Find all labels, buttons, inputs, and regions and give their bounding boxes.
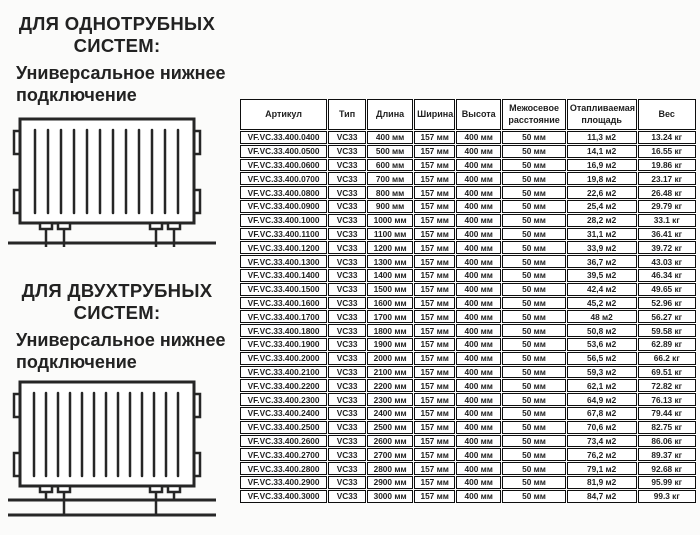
table-cell: 400 мм bbox=[456, 421, 501, 434]
table-cell: VC33 bbox=[328, 145, 366, 158]
table-cell: 2800 мм bbox=[367, 462, 413, 475]
table-cell: 157 мм bbox=[414, 228, 455, 241]
table-row bbox=[240, 297, 696, 310]
table-cell: VC33 bbox=[328, 269, 366, 282]
table-cell: 19.86 кг bbox=[638, 159, 696, 172]
table-cell: 50 мм bbox=[502, 462, 566, 475]
table-cell: 43.03 кг bbox=[638, 255, 696, 268]
table-cell: 52.96 кг bbox=[638, 297, 696, 310]
table-cell: 400 мм bbox=[456, 172, 501, 185]
table-cell: 400 мм bbox=[456, 297, 501, 310]
table-cell: 1000 мм bbox=[367, 214, 413, 227]
table-cell: 400 мм bbox=[456, 145, 501, 158]
column-header-center-distance: Межосевое расстояние bbox=[502, 99, 566, 130]
table-cell: 11,3 м2 bbox=[567, 131, 637, 144]
table-cell: VC33 bbox=[328, 407, 366, 420]
table-row bbox=[240, 476, 696, 489]
table-cell: 400 мм bbox=[456, 241, 501, 254]
table-cell: VF.VC.33.400.2000 bbox=[240, 352, 327, 365]
table-cell: 1500 мм bbox=[367, 283, 413, 296]
table-cell: 50 мм bbox=[502, 352, 566, 365]
column-header-heated-area: Отапливаемая площадь bbox=[567, 99, 637, 130]
table-cell: 62.89 кг bbox=[638, 338, 696, 351]
table-cell: 59,3 м2 bbox=[567, 366, 637, 379]
table-cell: 400 мм bbox=[456, 269, 501, 282]
table-cell: VF.VC.33.400.2600 bbox=[240, 435, 327, 448]
table-cell: VF.VC.33.400.0400 bbox=[240, 131, 327, 144]
left-column bbox=[0, 0, 236, 535]
table-cell: 42,4 м2 bbox=[567, 283, 637, 296]
two-pipe-systems-heading: ДЛЯ ДВУХТРУБНЫХ СИСТЕМ: bbox=[21, 280, 213, 323]
table-cell: 157 мм bbox=[414, 269, 455, 282]
table-row bbox=[240, 241, 696, 254]
table-cell: 400 мм bbox=[456, 159, 501, 172]
table-cell: 50 мм bbox=[502, 310, 566, 323]
table-cell: 600 мм bbox=[367, 159, 413, 172]
table-cell: VF.VC.33.400.2100 bbox=[240, 366, 327, 379]
table-cell: 50 мм bbox=[502, 407, 566, 420]
table-cell: 157 мм bbox=[414, 159, 455, 172]
table-row bbox=[240, 255, 696, 268]
table-row bbox=[240, 421, 696, 434]
table-cell: 157 мм bbox=[414, 255, 455, 268]
table-cell: 157 мм bbox=[414, 407, 455, 420]
table-cell: 26.48 кг bbox=[638, 186, 696, 199]
table-cell: 59.58 кг bbox=[638, 324, 696, 337]
table-cell: 23.17 кг bbox=[638, 172, 696, 185]
table-cell: VC33 bbox=[328, 490, 366, 503]
table-cell: 400 мм bbox=[456, 228, 501, 241]
table-cell: 50 мм bbox=[502, 172, 566, 185]
table-cell: 79,1 м2 bbox=[567, 462, 637, 475]
table-cell: 33.1 кг bbox=[638, 214, 696, 227]
table-cell: VF.VC.33.400.0700 bbox=[240, 172, 327, 185]
table-cell: 53,6 м2 bbox=[567, 338, 637, 351]
table-cell: VC33 bbox=[328, 462, 366, 475]
table-cell: 79.44 кг bbox=[638, 407, 696, 420]
table-cell: 1200 мм bbox=[367, 241, 413, 254]
table-cell: 46.34 кг bbox=[638, 269, 696, 282]
table-cell: 50 мм bbox=[502, 324, 566, 337]
table-cell: VF.VC.33.400.0900 bbox=[240, 200, 327, 213]
table-cell: 82.75 кг bbox=[638, 421, 696, 434]
table-cell: 50 мм bbox=[502, 297, 566, 310]
table-cell: 2400 мм bbox=[367, 407, 413, 420]
table-cell: 62,1 м2 bbox=[567, 379, 637, 392]
table-cell: 50 мм bbox=[502, 435, 566, 448]
table-cell: VC33 bbox=[328, 435, 366, 448]
column-header-article: Артикул bbox=[240, 99, 327, 130]
table-cell: 86.06 кг bbox=[638, 435, 696, 448]
table-cell: VC33 bbox=[328, 186, 366, 199]
table-cell: VC33 bbox=[328, 379, 366, 392]
table-cell: VF.VC.33.400.0800 bbox=[240, 186, 327, 199]
table-cell: VF.VC.33.400.2700 bbox=[240, 448, 327, 461]
column-header-length: Длина bbox=[367, 99, 413, 130]
table-cell: 50 мм bbox=[502, 283, 566, 296]
table-cell: 81,9 м2 bbox=[567, 476, 637, 489]
table-cell: 50 мм bbox=[502, 159, 566, 172]
table-cell: 50 мм bbox=[502, 228, 566, 241]
table-cell: VF.VC.33.400.1700 bbox=[240, 310, 327, 323]
table-row bbox=[240, 462, 696, 475]
table-cell: 36,7 м2 bbox=[567, 255, 637, 268]
table-row bbox=[240, 448, 696, 461]
table-cell: VC33 bbox=[328, 338, 366, 351]
table-cell: 50 мм bbox=[502, 131, 566, 144]
table-cell: 157 мм bbox=[414, 379, 455, 392]
table-cell: 50 мм bbox=[502, 186, 566, 199]
table-cell: VC33 bbox=[328, 421, 366, 434]
two-pipe-subtitle: Универсальное нижнее подключение bbox=[16, 330, 226, 372]
table-row bbox=[240, 366, 696, 379]
table-cell: 50 мм bbox=[502, 200, 566, 213]
table-cell: 70,6 м2 bbox=[567, 421, 637, 434]
table-cell: 2500 мм bbox=[367, 421, 413, 434]
table-cell: 157 мм bbox=[414, 310, 455, 323]
table-cell: VF.VC.33.400.1500 bbox=[240, 283, 327, 296]
table-cell: 1900 мм bbox=[367, 338, 413, 351]
table-cell: 64,9 м2 bbox=[567, 393, 637, 406]
table-cell: 157 мм bbox=[414, 435, 455, 448]
table-cell: 2700 мм bbox=[367, 448, 413, 461]
table-cell: 50 мм bbox=[502, 269, 566, 282]
table-cell: 157 мм bbox=[414, 145, 455, 158]
table-cell: VC33 bbox=[328, 241, 366, 254]
table-cell: 56.27 кг bbox=[638, 310, 696, 323]
table-cell: 157 мм bbox=[414, 214, 455, 227]
table-cell: 2000 мм bbox=[367, 352, 413, 365]
table-cell: 400 мм bbox=[456, 366, 501, 379]
table-cell: VC33 bbox=[328, 159, 366, 172]
table-row bbox=[240, 131, 696, 144]
table-cell: VF.VC.33.400.1200 bbox=[240, 241, 327, 254]
table-row bbox=[240, 283, 696, 296]
table-cell: 157 мм bbox=[414, 172, 455, 185]
table-cell: 16.55 кг bbox=[638, 145, 696, 158]
table-cell: VF.VC.33.400.1900 bbox=[240, 338, 327, 351]
table-row bbox=[240, 435, 696, 448]
table-cell: VC33 bbox=[328, 214, 366, 227]
table-cell: 49.65 кг bbox=[638, 283, 696, 296]
table-cell: VF.VC.33.400.0600 bbox=[240, 159, 327, 172]
table-cell: 157 мм bbox=[414, 448, 455, 461]
table-cell: 50 мм bbox=[502, 490, 566, 503]
table-cell: 73,4 м2 bbox=[567, 435, 637, 448]
table-cell: 45,2 м2 bbox=[567, 297, 637, 310]
table-cell: 500 мм bbox=[367, 145, 413, 158]
radiator-diagram-single-pipe-icon bbox=[8, 113, 220, 253]
table-cell: 76.13 кг bbox=[638, 393, 696, 406]
table-row bbox=[240, 310, 696, 323]
table-row bbox=[240, 186, 696, 199]
table-row bbox=[240, 338, 696, 351]
table-cell: VC33 bbox=[328, 283, 366, 296]
table-cell: VC33 bbox=[328, 172, 366, 185]
table-cell: 29.79 кг bbox=[638, 200, 696, 213]
table-row bbox=[240, 200, 696, 213]
table-cell: 400 мм bbox=[456, 186, 501, 199]
table-cell: VC33 bbox=[328, 366, 366, 379]
table-cell: VF.VC.33.400.3000 bbox=[240, 490, 327, 503]
table-cell: 400 мм bbox=[456, 352, 501, 365]
table-cell: 157 мм bbox=[414, 490, 455, 503]
table-row bbox=[240, 490, 696, 503]
table-cell: VF.VC.33.400.2800 bbox=[240, 462, 327, 475]
table-cell: VF.VC.33.400.2900 bbox=[240, 476, 327, 489]
table-cell: 36.41 кг bbox=[638, 228, 696, 241]
table-cell: 56,5 м2 bbox=[567, 352, 637, 365]
table-row bbox=[240, 393, 696, 406]
table-cell: 157 мм bbox=[414, 352, 455, 365]
table-cell: 400 мм bbox=[456, 214, 501, 227]
table-cell: VF.VC.33.400.1000 bbox=[240, 214, 327, 227]
table-row bbox=[240, 228, 696, 241]
table-row bbox=[240, 407, 696, 420]
table-cell: 157 мм bbox=[414, 241, 455, 254]
table-cell: 400 мм bbox=[456, 379, 501, 392]
table-cell: VF.VC.33.400.1300 bbox=[240, 255, 327, 268]
table-row bbox=[240, 324, 696, 337]
table-cell: 400 мм bbox=[456, 490, 501, 503]
table-row bbox=[240, 352, 696, 365]
table-cell: VC33 bbox=[328, 228, 366, 241]
table-cell: VC33 bbox=[328, 297, 366, 310]
table-cell: 1400 мм bbox=[367, 269, 413, 282]
table-cell: 50 мм bbox=[502, 241, 566, 254]
table-cell: 157 мм bbox=[414, 476, 455, 489]
table-row bbox=[240, 159, 696, 172]
table-header-row bbox=[240, 99, 696, 130]
table-cell: 50,8 м2 bbox=[567, 324, 637, 337]
table-cell: 92.68 кг bbox=[638, 462, 696, 475]
table-cell: VC33 bbox=[328, 448, 366, 461]
table-cell: 72.82 кг bbox=[638, 379, 696, 392]
table-cell: VC33 bbox=[328, 200, 366, 213]
table-cell: VF.VC.33.400.2200 bbox=[240, 379, 327, 392]
table-cell: 157 мм bbox=[414, 366, 455, 379]
table-cell: 2200 мм bbox=[367, 379, 413, 392]
radiator-diagram-two-pipe-icon bbox=[8, 378, 220, 530]
table-cell: 50 мм bbox=[502, 366, 566, 379]
table-cell: 2100 мм bbox=[367, 366, 413, 379]
column-header-type: Тип bbox=[328, 99, 366, 130]
table-cell: 1300 мм bbox=[367, 255, 413, 268]
table-cell: 157 мм bbox=[414, 338, 455, 351]
table-cell: 50 мм bbox=[502, 448, 566, 461]
single-pipe-subtitle: Универсальное нижнее подключение bbox=[16, 63, 226, 105]
table-cell: 2600 мм bbox=[367, 435, 413, 448]
table-cell: 31,1 м2 bbox=[567, 228, 637, 241]
radiator-spec-table bbox=[239, 98, 697, 504]
table-cell: 900 мм bbox=[367, 200, 413, 213]
table-row bbox=[240, 269, 696, 282]
table-cell: 157 мм bbox=[414, 297, 455, 310]
table-cell: 14,1 м2 bbox=[567, 145, 637, 158]
table-cell: 400 мм bbox=[367, 131, 413, 144]
table-cell: 16,9 м2 bbox=[567, 159, 637, 172]
table-cell: 50 мм bbox=[502, 421, 566, 434]
single-pipe-systems-heading: ДЛЯ ОДНОТРУБНЫХ СИСТЕМ: bbox=[18, 13, 216, 56]
table-cell: 400 мм bbox=[456, 448, 501, 461]
table-cell: 400 мм bbox=[456, 324, 501, 337]
table-row bbox=[240, 214, 696, 227]
table-cell: 157 мм bbox=[414, 462, 455, 475]
table-cell: 22,6 м2 bbox=[567, 186, 637, 199]
table-cell: VF.VC.33.400.1400 bbox=[240, 269, 327, 282]
column-header-width: Ширина bbox=[414, 99, 455, 130]
table-cell: 400 мм bbox=[456, 476, 501, 489]
table-cell: VF.VC.33.400.1600 bbox=[240, 297, 327, 310]
table-cell: 33,9 м2 bbox=[567, 241, 637, 254]
table-cell: 700 мм bbox=[367, 172, 413, 185]
table-cell: VC33 bbox=[328, 393, 366, 406]
table-cell: VC33 bbox=[328, 476, 366, 489]
table-cell: 157 мм bbox=[414, 131, 455, 144]
table-cell: 50 мм bbox=[502, 255, 566, 268]
table-cell: 400 мм bbox=[456, 283, 501, 296]
table-cell: 157 мм bbox=[414, 283, 455, 296]
table-cell: VF.VC.33.400.1800 bbox=[240, 324, 327, 337]
table-cell: 1800 мм bbox=[367, 324, 413, 337]
table-cell: 50 мм bbox=[502, 476, 566, 489]
table-cell: 50 мм bbox=[502, 145, 566, 158]
table-cell: VC33 bbox=[328, 310, 366, 323]
column-header-weight: Вес bbox=[638, 99, 696, 130]
table-cell: 400 мм bbox=[456, 255, 501, 268]
table-cell: 25,4 м2 bbox=[567, 200, 637, 213]
table-cell: 400 мм bbox=[456, 310, 501, 323]
table-cell: 50 мм bbox=[502, 393, 566, 406]
table-cell: 400 мм bbox=[456, 435, 501, 448]
table-cell: 400 мм bbox=[456, 393, 501, 406]
table-cell: VF.VC.33.400.0500 bbox=[240, 145, 327, 158]
table-row bbox=[240, 145, 696, 158]
table-cell: 157 мм bbox=[414, 421, 455, 434]
table-cell: 28,2 м2 bbox=[567, 214, 637, 227]
table-cell: 89.37 кг bbox=[638, 448, 696, 461]
table-cell: VF.VC.33.400.2500 bbox=[240, 421, 327, 434]
table-cell: 76,2 м2 bbox=[567, 448, 637, 461]
table-cell: 2300 мм bbox=[367, 393, 413, 406]
table-cell: 84,7 м2 bbox=[567, 490, 637, 503]
table-cell: 1700 мм bbox=[367, 310, 413, 323]
table-cell: 69.51 кг bbox=[638, 366, 696, 379]
table-cell: VF.VC.33.400.2400 bbox=[240, 407, 327, 420]
table-cell: 2900 мм bbox=[367, 476, 413, 489]
table-cell: 19,8 м2 bbox=[567, 172, 637, 185]
table-cell: 157 мм bbox=[414, 200, 455, 213]
table-cell: VF.VC.33.400.2300 bbox=[240, 393, 327, 406]
table-cell: 66.2 кг bbox=[638, 352, 696, 365]
table-cell: VC33 bbox=[328, 131, 366, 144]
table-cell: 400 мм bbox=[456, 338, 501, 351]
table-row bbox=[240, 172, 696, 185]
table-cell: 50 мм bbox=[502, 338, 566, 351]
table-cell: 67,8 м2 bbox=[567, 407, 637, 420]
table-cell: 400 мм bbox=[456, 131, 501, 144]
column-header-height: Высота bbox=[456, 99, 501, 130]
table-cell: 95.99 кг bbox=[638, 476, 696, 489]
table-cell: 13.24 кг bbox=[638, 131, 696, 144]
table-cell: 800 мм bbox=[367, 186, 413, 199]
table-cell: 39,5 м2 bbox=[567, 269, 637, 282]
table-cell: 1100 мм bbox=[367, 228, 413, 241]
table-cell: 99.3 кг bbox=[638, 490, 696, 503]
table-cell: 50 мм bbox=[502, 214, 566, 227]
table-cell: 400 мм bbox=[456, 407, 501, 420]
table-cell: VC33 bbox=[328, 255, 366, 268]
table-body bbox=[240, 131, 696, 503]
table-row bbox=[240, 379, 696, 392]
table-cell: 48 м2 bbox=[567, 310, 637, 323]
table-cell: VF.VC.33.400.1100 bbox=[240, 228, 327, 241]
table-cell: 39.72 кг bbox=[638, 241, 696, 254]
table-cell: VC33 bbox=[328, 324, 366, 337]
table-cell: 157 мм bbox=[414, 186, 455, 199]
table-cell: 157 мм bbox=[414, 393, 455, 406]
table-cell: 3000 мм bbox=[367, 490, 413, 503]
table-cell: 1600 мм bbox=[367, 297, 413, 310]
table-cell: VC33 bbox=[328, 352, 366, 365]
table-cell: 157 мм bbox=[414, 324, 455, 337]
table-cell: 400 мм bbox=[456, 462, 501, 475]
table-cell: 50 мм bbox=[502, 379, 566, 392]
table-cell: 400 мм bbox=[456, 200, 501, 213]
